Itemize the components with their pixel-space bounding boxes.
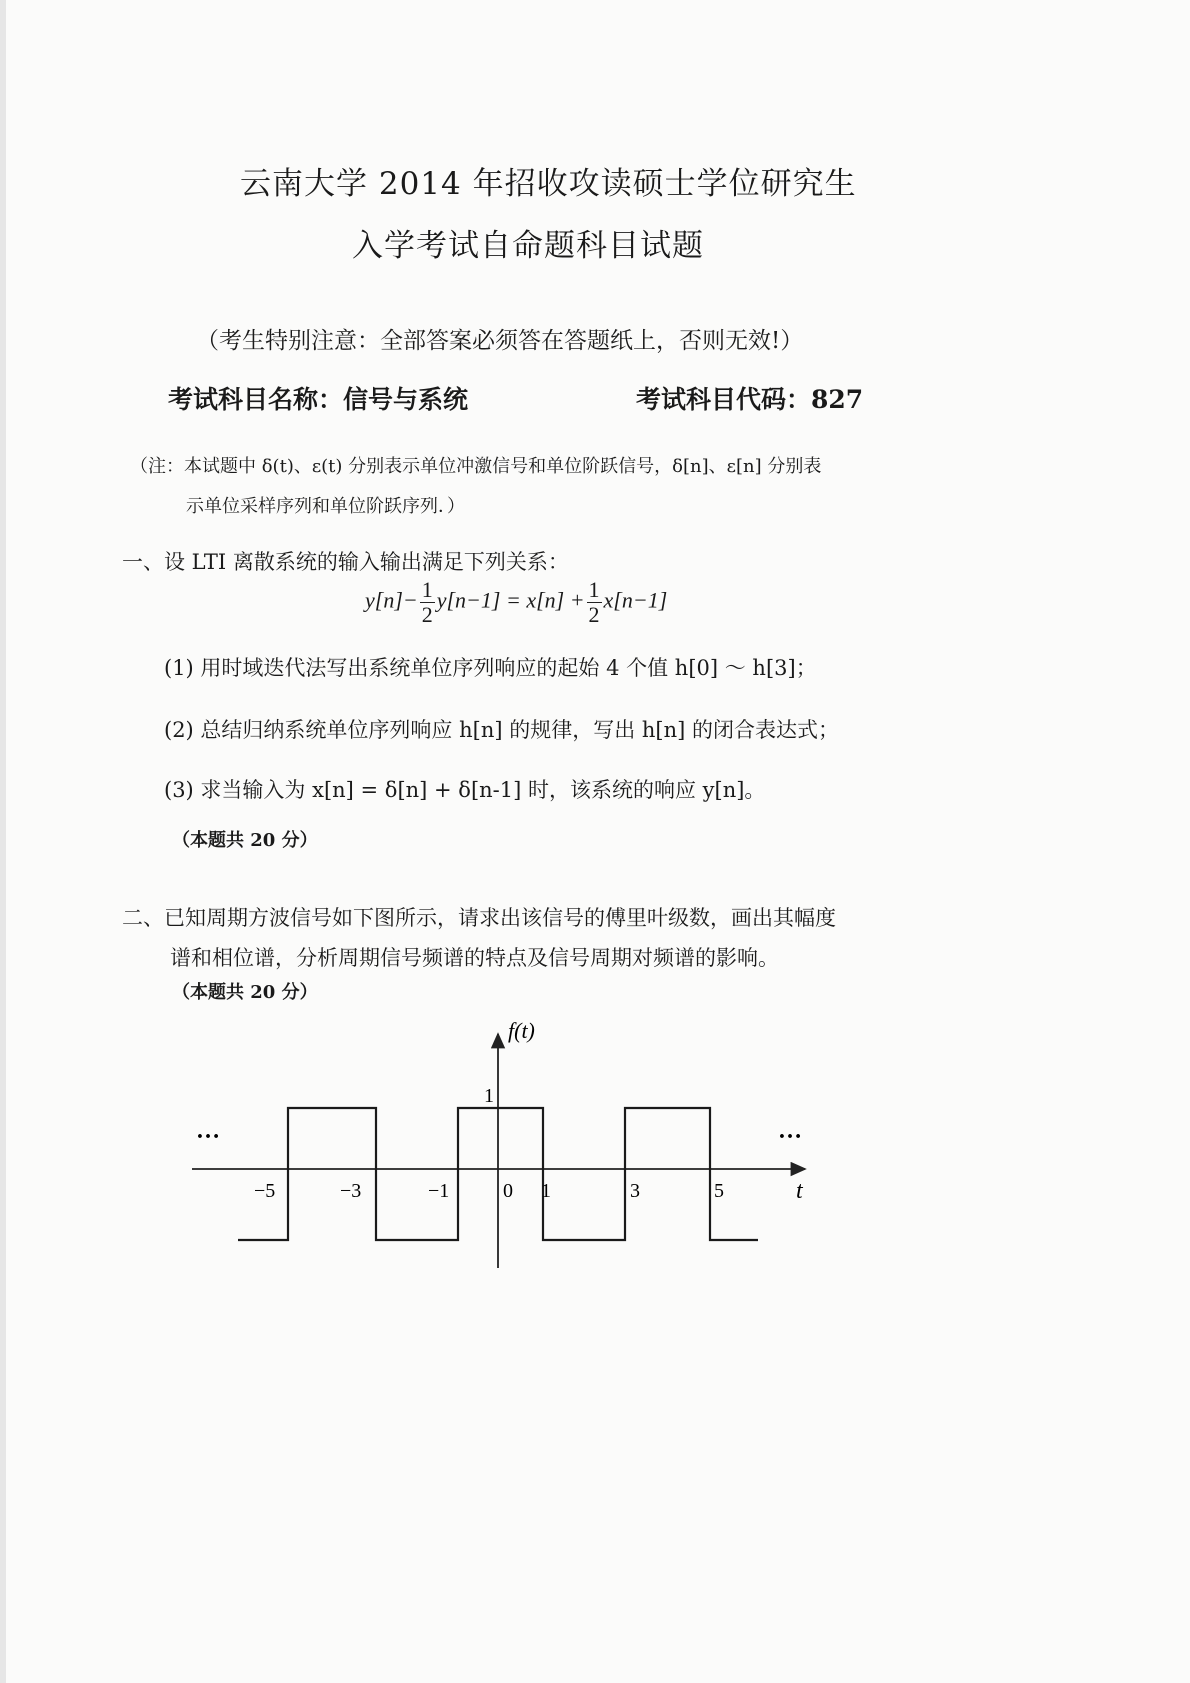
question2-score: （本题共 20 分） bbox=[172, 982, 318, 1003]
question1-score: （本题共 20 分） bbox=[172, 830, 318, 851]
tick-label: −5 bbox=[254, 1180, 276, 1202]
fraction-denominator: 2 bbox=[421, 602, 433, 627]
exam-title-line1: 云南大学 2014 年招收攻读硕士学位研究生 bbox=[240, 166, 857, 202]
tick-label: −3 bbox=[340, 1180, 362, 1202]
question1-sub3: (3) 求当输入为 x[n] = δ[n] + δ[n-1] 时，该系统的响应 y[n]。 bbox=[164, 778, 766, 802]
tick-label: 3 bbox=[630, 1180, 640, 1202]
right-ellipsis: … bbox=[778, 1118, 802, 1144]
question1-intro: 一、设 LTI 离散系统的输入输出满足下列关系： bbox=[122, 550, 569, 574]
tick-label: 1 bbox=[541, 1180, 551, 1202]
tick-label: −1 bbox=[428, 1180, 450, 1202]
equation-part3: x[n−1] bbox=[603, 587, 668, 613]
left-ellipsis: … bbox=[196, 1118, 220, 1144]
question1-sub1: (1) 用时域迭代法写出系统单位序列响应的起始 4 个值 h[0] ～ h[3]； bbox=[164, 656, 817, 680]
x-axis-label: t bbox=[796, 1178, 803, 1204]
fraction-denominator: 2 bbox=[588, 602, 600, 627]
notation-note-line2: 示单位采样序列和单位阶跃序列．） bbox=[186, 496, 465, 517]
question1-sub2: (2) 总结归纳系统单位序列响应 h[n] 的规律，写出 h[n] 的闭合表达式； bbox=[164, 718, 839, 742]
fraction-numerator: 1 bbox=[421, 577, 433, 602]
equation-part1: y[n]− bbox=[365, 587, 418, 613]
exam-title-line2: 入学考试自命题科目试题 bbox=[352, 228, 704, 264]
amplitude-label: 1 bbox=[484, 1085, 494, 1107]
subject-name: 考试科目名称：信号与系统 bbox=[168, 385, 469, 414]
question2-line1: 二、已知周期方波信号如下图所示，请求出该信号的傅里叶级数，画出其幅度 bbox=[122, 906, 836, 930]
exam-notice: （考生特别注意：全部答案必须答在答题纸上，否则无效!） bbox=[196, 328, 804, 354]
question2-line2: 谱和相位谱，分析周期信号频谱的特点及信号周期对频谱的影响。 bbox=[170, 946, 779, 970]
fraction-numerator: 1 bbox=[588, 577, 600, 602]
origin-label: 0 bbox=[503, 1180, 513, 1202]
equation-part2: y[n−1] = x[n] + bbox=[436, 587, 585, 613]
tick-label: 5 bbox=[714, 1180, 724, 1202]
subject-code: 考试科目代码：827 bbox=[636, 385, 864, 414]
y-axis-label: f(t) bbox=[508, 1018, 535, 1043]
notation-note-line1: （注：本试题中 δ(t)、ε(t) 分别表示单位冲激信号和单位阶跃信号，δ[n]、ε[n] 分别表 bbox=[130, 456, 822, 477]
